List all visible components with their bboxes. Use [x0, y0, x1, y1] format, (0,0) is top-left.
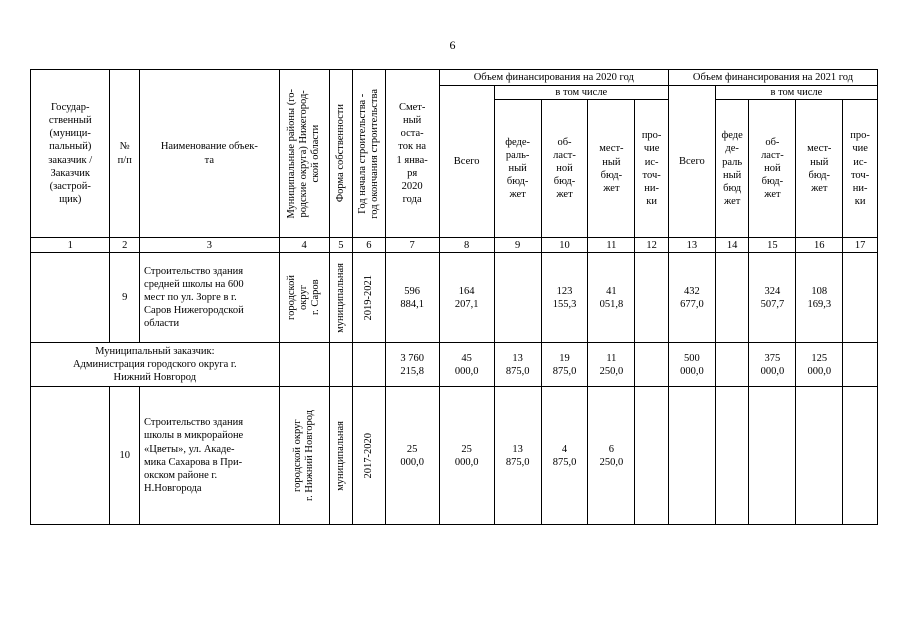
- column-number: 9: [494, 238, 541, 253]
- row10-balance: 25 000,0: [385, 387, 439, 525]
- header-total-2020: Всего: [439, 86, 494, 238]
- header-federal-2021: феде де- раль ный бюд жет: [715, 100, 749, 238]
- row9-balance: 596 884,1: [385, 253, 439, 343]
- row9-federal-2020: [494, 253, 541, 343]
- header-other-2021: про- чие ис- точ- ни- ки: [843, 100, 878, 238]
- client-total-2021: 500 000,0: [668, 343, 715, 387]
- client-total-2020: 45 000,0: [439, 343, 494, 387]
- row10-years: [353, 387, 386, 525]
- row9-other-2021: [843, 253, 878, 343]
- row10-local-2020: 6 250,0: [588, 387, 635, 525]
- row10-federal-2020: 13 875,0: [494, 387, 541, 525]
- row10-district-text: городской округ г. Нижний Новгород: [292, 410, 316, 502]
- header-including-2021: в том числе: [715, 86, 877, 100]
- header-other-2020: про- чие ис- точ- ни- ки: [635, 100, 669, 238]
- row9-local-2020: 41 051,8: [588, 253, 635, 343]
- row10-customer: [31, 387, 110, 525]
- column-number: 13: [668, 238, 715, 253]
- client-federal-2020: 13 875,0: [494, 343, 541, 387]
- column-number: 14: [715, 238, 749, 253]
- column-number: 7: [385, 238, 439, 253]
- client-balance: 3 760 215,8: [385, 343, 439, 387]
- column-number: 1: [31, 238, 110, 253]
- header-ownership: [329, 70, 352, 238]
- page-number: 6: [449, 38, 456, 52]
- row9-local-2021: 108 169,3: [796, 253, 843, 343]
- header-customer: Государ- ственный (муници- пальный) заказчик / Заказчик (застрой- щик): [31, 70, 110, 238]
- row9-total-2021: 432 677,0: [668, 253, 715, 343]
- row9-regional-2020: 123 155,3: [541, 253, 588, 343]
- row10-number: 10: [110, 387, 140, 525]
- client-local-2020: 11 250,0: [588, 343, 635, 387]
- header-financing-2021: Объем финансирования на 2021 год: [668, 70, 877, 86]
- row10-other-2020: [635, 387, 669, 525]
- header-number: № п/п: [110, 70, 140, 238]
- column-number: 17: [843, 238, 878, 253]
- row9-customer: [31, 253, 110, 343]
- header-regional-2021: об- ласт- ной бюд- жет: [749, 100, 796, 238]
- header-local-2021: мест- ный бюд- жет: [796, 100, 843, 238]
- row10-district: [279, 387, 329, 525]
- client-district: [279, 343, 329, 387]
- client-ownership: [329, 343, 352, 387]
- row10-other-2021: [843, 387, 878, 525]
- row10-ownership: [329, 387, 352, 525]
- client-other-2020: [635, 343, 669, 387]
- header-object-name: Наименование объек- та: [140, 70, 280, 238]
- row10-total-2020: 25 000,0: [439, 387, 494, 525]
- row9-federal-2021: [715, 253, 749, 343]
- row9-other-2020: [635, 253, 669, 343]
- financing-table: [30, 69, 878, 525]
- row10-total-2021: [668, 387, 715, 525]
- client-years: [353, 343, 386, 387]
- row10-ownership-text: муниципальная: [334, 420, 346, 491]
- header-federal-2020: феде- раль- ный бюд- жет: [494, 100, 541, 238]
- column-number: 12: [635, 238, 669, 253]
- row10-regional-2020: 4 875,0: [541, 387, 588, 525]
- row9-years: [353, 253, 386, 343]
- column-number: 2: [110, 238, 140, 253]
- row9-ownership: [329, 253, 352, 343]
- header-years-text: Год начала строительства - год окончания строительства: [356, 88, 380, 219]
- client-regional-2021: 375 000,0: [749, 343, 796, 387]
- header-regional-2020: об- ласт- ной бюд- жет: [541, 100, 588, 238]
- municipal-client: Муниципальный заказчик: Администрация городского округа г. Нижний Новгород: [31, 343, 280, 387]
- column-number: 8: [439, 238, 494, 253]
- header-local-2020: мест- ный бюд- жет: [588, 100, 635, 238]
- header-including-2020: в том числе: [494, 86, 668, 100]
- row9-total-2020: 164 207,1: [439, 253, 494, 343]
- row9-object-name: Строительство здания средней школы на 600 мест по ул. Зорге в г. Саров Нижегородской области: [140, 253, 280, 343]
- row9-district: [279, 253, 329, 343]
- row10-years-text: 2017-2020: [362, 432, 374, 479]
- table-row-9: [31, 253, 878, 343]
- row10-object-name: Строительство здания школы в микрорайоне «Цветы», ул. Акаде- мика Сахарова в При- окском районе г. Н.Новгорода: [140, 387, 280, 525]
- row10-local-2021: [796, 387, 843, 525]
- column-number: 5: [329, 238, 352, 253]
- client-regional-2020: 19 875,0: [541, 343, 588, 387]
- column-number: 11: [588, 238, 635, 253]
- header-district-text: Муниципальные районы (го- родские округа) Нижегород- ской области: [286, 88, 322, 219]
- column-number: 6: [353, 238, 386, 253]
- header-ownership-text: Форма собственности: [334, 104, 346, 203]
- client-federal-2021: [715, 343, 749, 387]
- column-number: 3: [140, 238, 280, 253]
- client-local-2021: 125 000,0: [796, 343, 843, 387]
- header-district: [279, 70, 329, 238]
- header-estimate-balance: Смет- ный оста- ток на 1 янва- ря 2020 года: [385, 70, 439, 238]
- client-other-2021: [843, 343, 878, 387]
- column-number: 16: [796, 238, 843, 253]
- table-row-10: [31, 387, 878, 525]
- header-financing-2020: Объем финансирования на 2020 год: [439, 70, 668, 86]
- row9-regional-2021: 324 507,7: [749, 253, 796, 343]
- row10-regional-2021: [749, 387, 796, 525]
- row10-federal-2021: [715, 387, 749, 525]
- column-number: 15: [749, 238, 796, 253]
- column-number: 4: [279, 238, 329, 253]
- row9-years-text: 2019-2021: [362, 274, 374, 321]
- row9-ownership-text: муниципальная: [334, 262, 346, 333]
- header-total-2021: Всего: [668, 86, 715, 238]
- column-number-row: [31, 238, 878, 253]
- row9-district-text: городской округ г. Саров: [286, 275, 322, 321]
- table-row-client: [31, 343, 878, 387]
- column-number: 10: [541, 238, 588, 253]
- row9-number: 9: [110, 253, 140, 343]
- header-years: [353, 70, 386, 238]
